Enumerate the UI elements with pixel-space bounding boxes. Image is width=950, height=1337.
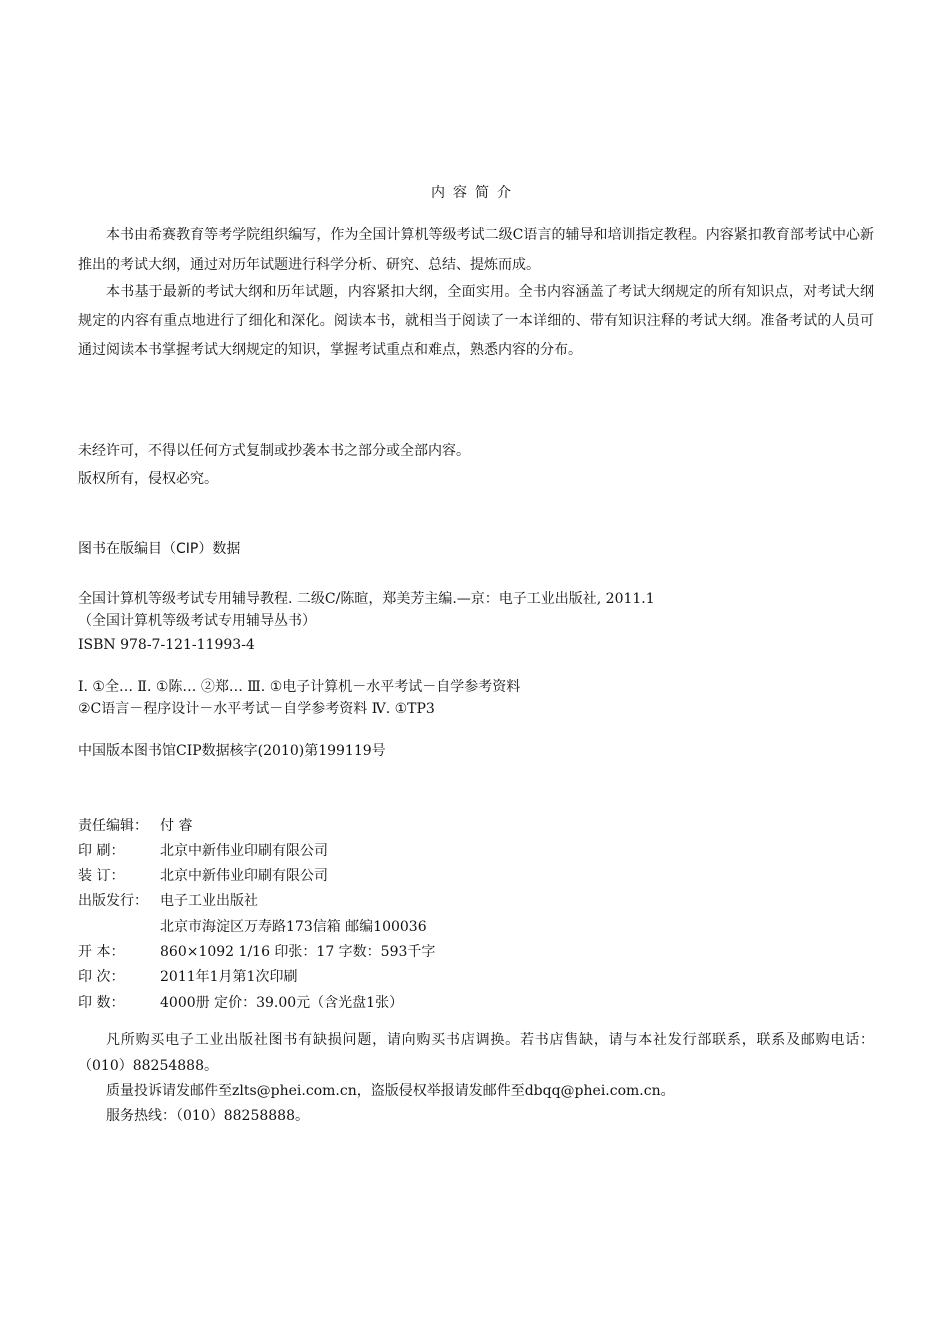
purchase-notice: 凡所购买电子工业出版社图书有缺损问题，请向购买书店调换。若书店售缺，请与本社发行部联系，联系及邮购电话：（010）88254888。 <box>78 1032 874 1074</box>
cip-record-number: 中国版本图书馆CIP数据核字(2010)第199119号 <box>78 743 386 759</box>
cip-entry-line-2: （全国计算机等级考试专用辅导丛书） <box>78 613 316 629</box>
print-run-label: 印 数： <box>78 995 125 1011</box>
rights-reserved: 版权所有，侵权必究。 <box>78 471 218 487</box>
publisher-value: 电子工业出版社 <box>160 893 258 909</box>
cip-subject-line-2: ②C语言－程序设计－水平考试－自学参考资料 Ⅳ. ①TP3 <box>78 701 435 717</box>
format-label: 开 本： <box>78 944 125 960</box>
format-value: 860×1092 1/16 印张：17 字数：593千字 <box>160 944 436 960</box>
quality-complaint: 质量投诉请发邮件至zlts@phei.com.cn，盗版侵权举报请发邮件至dbqq@phei.com.cn。 <box>106 1083 675 1099</box>
print-run-value: 4000册 定价：39.00元（含光盘1张） <box>160 995 404 1011</box>
publisher-label: 出版发行： <box>78 893 148 909</box>
copyright-notice: 未经许可，不得以任何方式复制或抄袭本书之部分或全部内容。 <box>78 443 470 459</box>
impression-value: 2011年1月第1次印刷 <box>160 969 298 985</box>
intro-paragraph-2: 本书基于最新的考试大纲和历年试题，内容紧扣大纲，全面实用。全书内容涵盖了考试大纲规定的所有知识点，对考试大纲规定的内容有重点地进行了细化和深化。阅读本书，就相当于阅读了一本详细的、带有知识注释的考试大纲。准备考试的人员可通过阅读本书掌握考试大纲规定的知识，掌握考试重点和难点，熟悉内容的分布。 <box>78 284 874 358</box>
cip-heading: 图书在版编目（CIP）数据 <box>78 541 241 557</box>
printing-label: 印 刷： <box>78 843 125 859</box>
cip-entry-line-1: 全国计算机等级考试专用辅导教程. 二级C/陈暄，郑美芳主编.—京：电子工业出版社, 2011.1 <box>78 591 655 607</box>
intro-paragraph-1: 本书由希赛教育等考学院组织编写，作为全国计算机等级考试二级C语言的辅导和培训指定教程。内容紧扣教育部考试中心新推出的考试大纲，通过对历年试题进行科学分析、研究、总结、提炼而成。 <box>78 227 874 273</box>
binding-label: 装 订： <box>78 868 125 884</box>
impression-label: 印 次： <box>78 969 125 985</box>
intro-title: 内容简介 <box>431 185 519 201</box>
service-hotline: 服务热线：（010）88258888。 <box>106 1108 309 1124</box>
editor-label: 责任编辑： <box>78 818 148 834</box>
editor-value: 付 睿 <box>160 818 193 834</box>
address-value: 北京市海淀区万寿路173信箱 邮编100036 <box>160 919 427 935</box>
binding-value: 北京中新伟业印刷有限公司 <box>160 868 328 884</box>
printing-value: 北京中新伟业印刷有限公司 <box>160 843 328 859</box>
isbn: ISBN 978-7-121-11993-4 <box>78 637 255 653</box>
cip-subject-line-1: Ⅰ. ①全… Ⅱ. ①陈… ②郑… Ⅲ. ①电子计算机－水平考试－自学参考资料 <box>78 679 521 695</box>
